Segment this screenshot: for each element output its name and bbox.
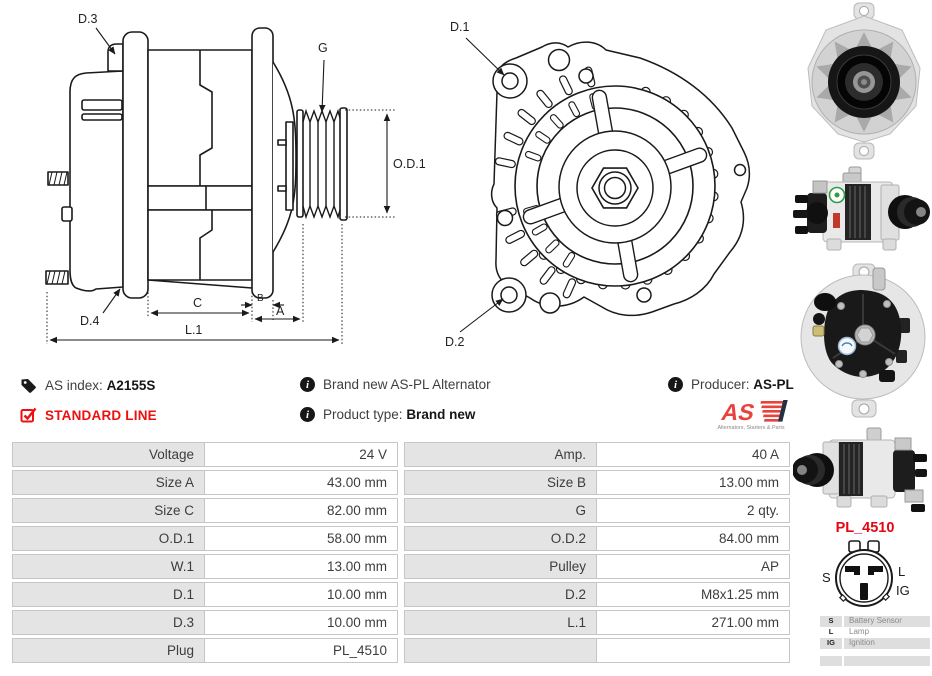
standard-line-row — [20, 407, 157, 423]
plug-pin-l: L — [898, 564, 906, 579]
brand-new-row — [300, 377, 491, 392]
legend-row — [820, 616, 930, 627]
product-type-label: Product type: — [323, 407, 403, 422]
spec-label: L.1 — [404, 610, 597, 635]
spec-label: W.1 — [12, 554, 205, 579]
logo-as-text: AS — [719, 399, 758, 425]
producer-label: Producer: — [691, 377, 750, 392]
as-index-value: A2155S — [106, 378, 156, 393]
checkbox-checked-icon — [20, 407, 37, 423]
dim-label-l1: L.1 — [185, 323, 203, 337]
table-row — [12, 470, 790, 495]
dim-label-d3: D.3 — [78, 12, 98, 26]
dim-label-b: B — [257, 293, 264, 304]
producer-text — [691, 377, 794, 392]
dim-label-d1: D.1 — [450, 20, 470, 34]
info-icon: i — [300, 377, 315, 392]
spec-value: 58.00 mm — [204, 526, 398, 551]
table-row — [12, 582, 790, 607]
product-photo-side-right — [793, 165, 932, 260]
plug-connector-diagram — [818, 538, 912, 614]
spec-value: 40 A — [596, 442, 790, 467]
front-view-drawing — [430, 0, 795, 360]
as-index-row — [20, 377, 155, 394]
spec-table — [12, 442, 790, 666]
dim-label-g: G — [318, 41, 328, 55]
table-row — [12, 442, 790, 467]
legend-value: Battery Sensor — [844, 616, 930, 627]
as-index-label: AS index: — [45, 378, 103, 393]
spec-value: M8x1.25 mm — [596, 582, 790, 607]
side-view-drawing — [0, 0, 430, 368]
spec-value: AP — [596, 554, 790, 579]
spec-value: 2 qty. — [596, 498, 790, 523]
plug-legend — [820, 616, 930, 667]
plug-pin-ig: IG — [896, 583, 910, 598]
table-row — [12, 526, 790, 551]
product-photo-rear — [795, 262, 932, 420]
spec-label: D.1 — [12, 582, 205, 607]
dim-label-a: A — [276, 304, 285, 318]
dim-label-c: C — [193, 296, 203, 310]
spec-label: Voltage — [12, 442, 205, 467]
spec-label: D.2 — [404, 582, 597, 607]
spec-label: Pulley — [404, 554, 597, 579]
legend-row-empty — [820, 656, 930, 667]
spec-label: Size A — [12, 470, 205, 495]
spec-value: 10.00 mm — [204, 582, 398, 607]
dim-label-od1: O.D.1 — [393, 157, 426, 171]
spec-label: O.D.1 — [12, 526, 205, 551]
legend-value: Ignition — [844, 638, 930, 649]
producer-value: AS-PL — [753, 377, 794, 392]
legend-row — [820, 638, 930, 649]
brand-new-text: Brand new AS-PL Alternator — [323, 377, 491, 392]
legend-key: IG — [820, 638, 842, 649]
spec-label: Amp. — [404, 442, 597, 467]
spec-value: 10.00 mm — [204, 610, 398, 635]
legend-row — [820, 627, 930, 638]
spec-label: Size C — [12, 498, 205, 523]
product-type-value: Brand new — [406, 407, 476, 422]
producer-row — [668, 377, 794, 392]
legend-key: L — [820, 627, 842, 638]
spec-label: Plug — [12, 638, 205, 663]
info-icon: i — [300, 407, 315, 422]
legend-value: Lamp — [844, 627, 930, 638]
tag-icon — [20, 377, 37, 394]
dim-label-d2: D.2 — [445, 335, 465, 349]
standard-line-label: STANDARD LINE — [45, 407, 157, 423]
spec-value: 43.00 mm — [204, 470, 398, 495]
as-pl-logo — [710, 397, 792, 433]
spec-label: G — [404, 498, 597, 523]
plug-pin-s: S — [822, 570, 831, 585]
spec-value: PL_4510 — [204, 638, 398, 663]
legend-key: S — [820, 616, 842, 627]
spec-label: O.D.2 — [404, 526, 597, 551]
table-row — [12, 554, 790, 579]
spec-value: 82.00 mm — [204, 498, 398, 523]
table-row — [12, 498, 790, 523]
table-row — [12, 638, 790, 663]
product-photo-front — [798, 2, 930, 160]
spec-value: 84.00 mm — [596, 526, 790, 551]
spec-value — [596, 638, 790, 663]
table-row — [12, 610, 790, 635]
spec-label — [404, 638, 597, 663]
product-type-text — [323, 407, 475, 422]
dim-label-d4: D.4 — [80, 314, 100, 328]
logo-tagline: Alternators, Starters & Parts — [717, 425, 785, 431]
spec-value: 13.00 mm — [204, 554, 398, 579]
spec-value: 24 V — [204, 442, 398, 467]
info-icon: i — [668, 377, 683, 392]
product-type-row — [300, 407, 475, 422]
spec-label: D.3 — [12, 610, 205, 635]
spec-value: 271.00 mm — [596, 610, 790, 635]
plug-code: PL_4510 — [835, 520, 895, 536]
as-index-text — [45, 378, 155, 393]
product-photo-side-left — [793, 420, 932, 518]
spec-value: 13.00 mm — [596, 470, 790, 495]
spec-label: Size B — [404, 470, 597, 495]
